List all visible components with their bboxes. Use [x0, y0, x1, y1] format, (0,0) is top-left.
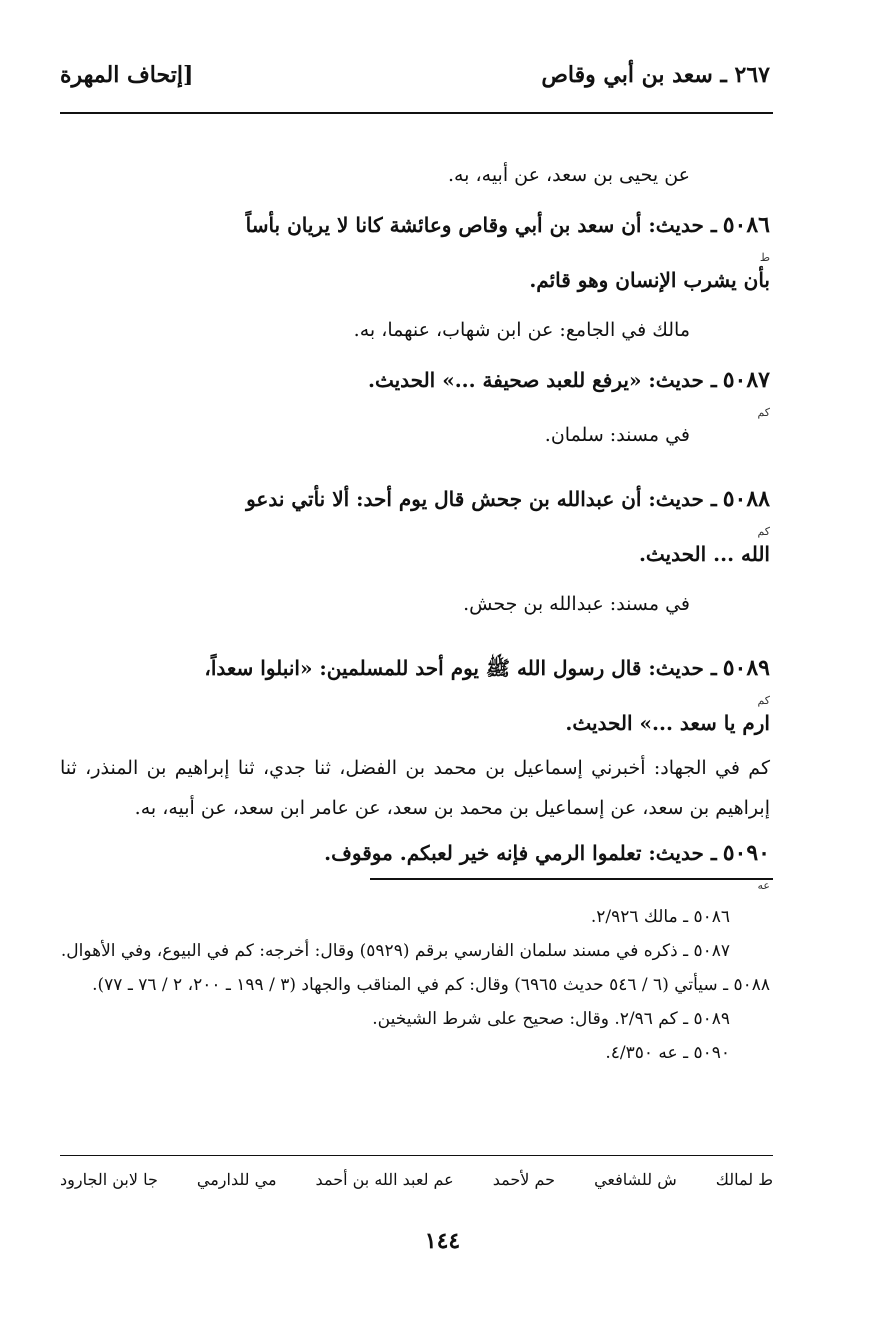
hadith-continuation: الله ... الحديث. — [638, 542, 770, 566]
hadith-number: ٥٠٨٦ — [722, 212, 770, 238]
footnote: ٥٠٨٩ ـ كم ٢/٩٦. وقال: صحيح على شرط الشيخين. — [372, 1009, 730, 1029]
footnote: ٥٠٨٨ ـ سيأتي (٦ / ٥٤٦ حديث ٦٩٦٥) وقال: كم في المناقب والجهاد (٣ / ١٩٩ ـ ٢٠٠، ٢ / ٧٦ ـ ٧٧). — [92, 975, 770, 995]
hadith-number: ٥٠٨٧ — [722, 367, 770, 393]
text-line: عن يحيى بن سعد، عن أبيه، به. — [447, 164, 690, 186]
chapter-title: ٢٦٧ ـ سعد بن أبي وقاص — [541, 62, 770, 88]
page-number: ١٤٤ — [424, 1228, 461, 1254]
hadith-text: ـ حديث: أن عبدالله بن جحش قال يوم أحد: ألا نأتي ندعو — [246, 487, 717, 511]
footnotes — [60, 900, 770, 1070]
main-text — [60, 150, 770, 892]
legend-rule — [60, 1155, 773, 1156]
source-line: في مسند: سلمان. — [544, 424, 690, 446]
footnote: ٥٠٨٧ ـ ذكره في مسند سلمان الفارسي برقم (٥٩٢٩) وقال: أخرجه: كم في البيوع، وفي الأهوال. — [60, 941, 730, 961]
source-line: مالك في الجامع: عن ابن شهاب، عنهما، به. — [353, 319, 690, 341]
hadith-5088 — [60, 474, 770, 525]
book-title: [إتحاف المهرة — [60, 62, 194, 88]
legend-item: ش للشافعي — [594, 1170, 677, 1189]
hadith-text: ـ حديث: أن سعد بن أبي وقاص وعائشة كانا لا يريان بأساً — [245, 213, 717, 237]
hadith-5086 — [60, 200, 770, 251]
legend-item: حم لأحمد — [492, 1170, 556, 1189]
source-line: في مسند: عبدالله بن جحش. — [463, 593, 690, 615]
hadith-continuation: بأن يشرب الإنسان وهو قائم. — [529, 268, 770, 292]
source-mark: كم — [757, 525, 770, 538]
source-mark: كم — [757, 694, 770, 707]
page-header — [60, 62, 770, 102]
footnote: ٥٠٨٦ ـ مالك ٢/٩٢٦. — [590, 907, 730, 927]
header-rule — [60, 112, 773, 114]
abbreviation-legend — [60, 1170, 773, 1189]
source-mark: عه — [757, 879, 770, 892]
hadith-text: ـ حديث: تعلموا الرمي فإنه خير لعبكم. موقوف. — [324, 841, 717, 865]
legend-item: ط لمالك — [715, 1170, 773, 1189]
source-paragraph: كم في الجهاد: أخبرني إسماعيل بن محمد بن الفضل، ثنا جدي، ثنا إبراهيم بن المنذر، ثنا إبراهيم بن سعد، عن إسماعيل بن محمد بن سعد، عن عامر ابن سعد، عن أبيه، به. — [60, 757, 770, 819]
footnote-rule — [370, 878, 773, 880]
footnote: ٥٠٩٠ ـ عه ٤/٣٥٠. — [605, 1043, 730, 1063]
hadith-number: ٥٠٩٠ — [722, 840, 770, 866]
hadith-5089 — [60, 643, 770, 694]
hadith-number: ٥٠٨٩ — [722, 655, 770, 681]
legend-item: عم لعبد الله بن أحمد — [315, 1170, 454, 1189]
source-mark: ط — [759, 251, 770, 264]
hadith-5090 — [60, 828, 770, 879]
hadith-number: ٥٠٨٨ — [722, 486, 770, 512]
hadith-5087 — [60, 355, 770, 406]
legend-item: جا لابن الجارود — [60, 1170, 158, 1189]
hadith-continuation: ارم يا سعد ...» الحديث. — [565, 711, 770, 735]
source-mark: كم — [757, 406, 770, 419]
legend-item: مي للدارمي — [196, 1170, 277, 1189]
hadith-text: ـ حديث: «يرفع للعبد صحيفة ...» الحديث. — [368, 368, 717, 392]
hadith-text: ـ حديث: قال رسول الله ﷺ يوم أحد للمسلمين: «انبلوا سعداً، — [204, 656, 717, 680]
